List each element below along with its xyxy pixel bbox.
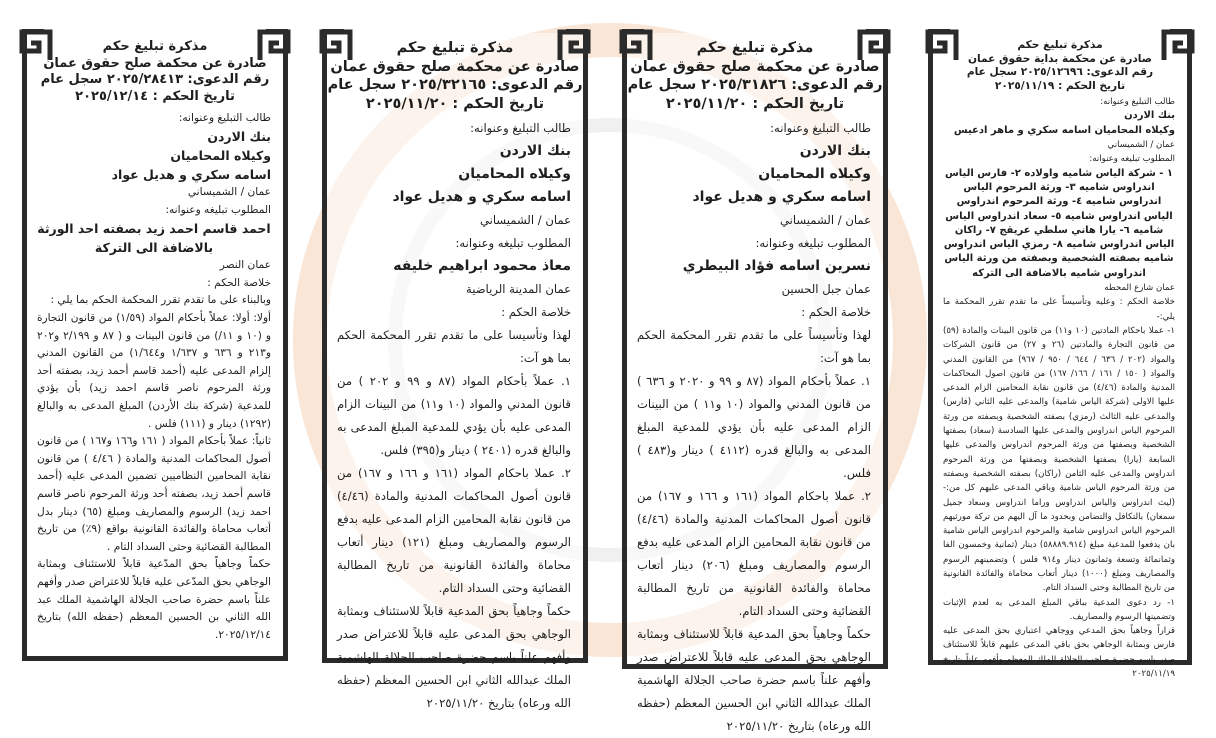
court-name: صادرة عن محكمة صلح حقوق عمان [330, 58, 580, 75]
lawyers-label: وكيلاه المحاميان [758, 166, 871, 183]
greek-key-corner-icon [925, 29, 959, 63]
respondent-name: نسرين اسامه فؤاد البيطري [682, 258, 871, 275]
case-number: رقم الدعوى: ٢٠٢٥/٣١٨٢٦ سجل عام [627, 77, 883, 94]
lawyers-label: وكيلاه المحاميان اسامه سكري و ماهر ادعيس [953, 124, 1175, 136]
notice-header [627, 39, 883, 113]
judgment-paragraph: ١- عملا باحكام المادتين (١٠ و١١) من قانون البينات والمادة (٥٩) من قانون التجارة والمادتين (٢٦ و ٢٧) من قانون الشركات والمواد (٢٠٢ / ٦٣٦ / ٦٤٤ / ٩٥٠ / ٩٦٧) من القانون المدني والمواد ( ١٥٠ / ١٦١ / ١٦٦/ ١٦٧) من قانون اصول المحاكمات المدنية والمادة (٤/٤٦) من قانون نقابة المحامين الزام المدعى عليها الاولى (شركة الياس شامية) والمدعى عليه الثاني (فارس) والمدعى عليه الثالث (رمزي) بصفته الشخصية وبصفته من ورثة المرحوم الياس اندراوس والمدعى عليها السادسة (سعاد) بصفتها الشخصية وبصفتها من ورثة المرحوم اندراوس والمدعى عليها السابعة (يارا) بصفتها الشخصية وبصفتها من ورثة المرحوم اندراوس والمدعى عليه الثامن (راكان) بصفته الشخصية وبصفته من ورثة المرحوم الياس شامية وباقي المدعى عليهم كل من:- (ليث اندراوس والياس اندراوس وراما اندراوس وسعاد جميل سمعان) بالتكافل والتضامن وبحدود ما آل اليهم من تركة مورثيهم المرحوم الياس اندراوس شامية والمرحوم اندراوس الياس شامية بان يدفعوا للمدعية مبلغ (٥٨٨٨٩.٩١٤) دينار (ثمانية وخمسون الفا وثمانمائة وتسعة وثمانون دينار و٩١٤ فلس ) وتضمينهم الرسوم والمصاريف ومبلغ (١٠٠٠) دينار أتعاب محاماة والفائدة القانونية من تاريخ المطالبة وحتى السداد التام. [943, 325, 1175, 594]
judgment-date: تاريخ الحكم : ٢٠٢٥/١٢/١٤ [75, 88, 235, 104]
respondent-name: احمد قاسم احمد زيد بصفته احد الورثة بالاضافة الى التركة [37, 221, 271, 256]
greek-key-corner-icon [319, 29, 353, 63]
notice-header [327, 39, 583, 113]
court-name: صادرة عن محكمة بداية حقوق عمان [968, 52, 1152, 65]
respondent-address: عمان جبل الحسين [781, 282, 871, 297]
judgment-verdict: حكماً وجاهياً بحق المدعية قابلاً للاستئناف وبمثابة الوجاهي بحق المدعى عليه قابلاً للاعتراض صدر وأفهم علناً باسم حضرة صاحب الجلالة الهاشمية الملك عبدالله الثاني ابن الحسين المعظم (حفظه الله ورعاه) بتاريخ ٢٠٢٥/١١/٢٠ [337, 604, 571, 711]
respondent-address: عمان شارع المحطه [1104, 283, 1175, 294]
court-name: صادرة عن محكمة صلح حقوق عمان [43, 55, 267, 71]
judgment-paragraph: ١- رد دعوى المدعية بباقي المبلغ المدعى به لعدم الإثبات وتضمينها الرسوم والمصاريف. [943, 597, 1175, 622]
lawyers-names: اسامه سكري و هديل عواد [392, 189, 571, 206]
judgment-paragraph: ١. عملاً بأحكام المواد (٨٧ و ٩٩ و ٢٠٢ ) من قانون المدني والمواد (١٠ و١١) من البينات الزام المدعى عليه بأن يؤدي للمدعية المبلغ المدعى به والبالغ قدره (٢٤٠١ ) دينار و(٣٩٥) فلس. [337, 374, 571, 458]
judgment-date: تاريخ الحكم : ٢٠٢٥/١١/١٩ [994, 79, 1126, 92]
notice-body [627, 113, 883, 738]
greek-key-corner-icon [257, 29, 291, 63]
judgment-verdict: حكماً وجاهياً بحق المدعية قابلاً للاستئناف وبمثابة الوجاهي بحق المدعى عليه قابلاً للاعتراض صدر وأفهم علناً باسم حضرة صاحب الجلالة الهاشمية الملك عبدالله الثاني ابن الحسين المعظم (حفظه الله ورعاه) بتاريخ ٢٠٢٥/١١/٢٠ [637, 627, 871, 734]
respondent-address: عمان المدينة الرياضية [466, 282, 571, 297]
greek-key-corner-icon [619, 29, 653, 63]
requester-label: طالب التبليغ وعنوانه: [770, 121, 871, 136]
lawyers-label: وكيلاه المحاميان [170, 148, 271, 164]
notice-title: مذكرة تبليغ حكم [396, 40, 514, 56]
lawyers-names: اسامه سكري و هديل عواد [692, 189, 871, 206]
notice-body [933, 93, 1187, 681]
court-notice [322, 33, 588, 711]
notice-title: مذكرة تبليغ حكم [696, 40, 814, 56]
requester-label: طالب التبليغ وعنوانه: [1100, 97, 1175, 108]
judgment-paragraph: ثانياً: عملاً بأحكام المواد ( ١٦١ و١٦٦ و١٦٧ ) من قانون أصول المحاكمات المدنية والمادة ( ٤/٤٦ ) من قانون نقابة المحامين النظاميين تضمين المدعى عليه (أحمد قاسم أحمد زيد، بصفته أحد ورثة المرحوم ناصر قاسم احمد زيد) الرسوم والمصاريف ومبلغ (٦٥) دينار بدل أتعاب محاماة والفائدة القانونية بواقع (٩٪) من تاريخ المطالبة القضائية وحتى السداد التام . [37, 435, 272, 553]
requester-label: طالب التبليغ وعنوانه: [178, 111, 271, 124]
notice-title: مذكرة تبليغ حكم [1017, 39, 1103, 51]
requester-name: بنك الاردن [499, 143, 571, 160]
greek-key-corner-icon [857, 29, 891, 63]
judgment-paragraph: ١. عملاً بأحكام المواد (٨٧ و ٩٩ و ٢٠٢٠ و ٦٣٦ ) من قانون المدني والمواد (١٠ و١١ ) من البينات الزام المدعى عليه بأن يؤدي للمدعية المبلغ المدعى به والبالغ قدره (٤١١٢ ) دينار و(٤٨٣ ) فلس. [637, 374, 872, 481]
judgment-date: تاريخ الحكم : ٢٠٢٥/١١/٢٠ [365, 95, 545, 112]
case-number: رقم الدعوى: ٢٠٢٥/٢٨٤١٣ سجل عام [40, 72, 270, 88]
respondent-name: ١ - شركة الياس شاميه واولاده ٢- فارس الياس اندراوس شاميه ٣- ورثة المرحوم الياس اندراوس شاميه ٤- ورثة المرحوم اندراوس الياس اندراوس شاميه ٥- سعاد اندراوس الياس شاميه ٦- يارا هاني سلطي عريقج ٧- راكان الياس اندراوس شاميه ٨- رمزي الياس اندراوس شاميه بصفته الشخصية وبصفته من ورثة الياس اندراوس شاميه بالاضافة الى التركه [943, 167, 1175, 279]
lawyers-label: وكيلاه المحاميان [458, 166, 571, 183]
judgment-date: تاريخ الحكم : ٢٠٢٥/١١/٢٠ [665, 95, 845, 112]
court-name: صادرة عن محكمة صلح حقوق عمان [630, 58, 880, 75]
judgment-verdict: حكماً وجاهياً بحق المدّعية قابلاً للاستئناف وبمثابة الوجاهي بحق المدّعى عليه قابلاً للاعتراض صدر وأفهم علناً باسم حضرة صاحب الجلالة الهاشمية الملك عبد الله الثاني بن الحسين المعظم (حفظه الله) بتاريخ ٢٠٢٥/١٢/١٤. [37, 558, 271, 641]
requester-address: عمان / الشميساني [779, 213, 871, 228]
judgment-intro: لهذا وتأسيسا على ما تقدم تقرر المحكمة الحكم بما هو آت: [337, 328, 571, 366]
case-number: رقم الدعوى: ٢٠٢٥/٣٢١٦٥ سجل عام [327, 77, 583, 94]
notice-header [27, 39, 283, 106]
notice-body [327, 113, 583, 715]
notice-body [27, 106, 283, 645]
requester-address: عمان / الشميساني [1107, 140, 1175, 151]
requester-address: عمان / الشميساني [479, 213, 571, 228]
respondent-label: المطلوب تبليغه وعنوانه: [1089, 154, 1175, 165]
court-notice [928, 33, 1192, 680]
requester-name: بنك الاردن [799, 143, 871, 160]
greek-key-corner-icon [19, 29, 53, 63]
judgment-paragraph: ٢. عملا باحكام المواد (١٦١ و ١٦٦ و ١٦٧) من قانون أصول المحاكمات المدنية والمادة (٤/٤٦) من قانون نقابة المحامين الزام المدعى عليه بدفع الرسوم والمصاريف ومبلغ (١٢١) دينار أتعاب محاماة والفائدة القانونية من تاريخ المطالبة القضائية وحتى السداد التام. [337, 466, 571, 596]
case-number: رقم الدعوى: ٢٠٢٥/١٢٦٩٦ سجل عام [966, 66, 1154, 79]
court-notice [622, 33, 888, 734]
requester-label: طالب التبليغ وعنوانه: [470, 121, 571, 136]
notice-header [933, 39, 1187, 93]
respondent-name: معاذ محمود ابراهيم خليفه [393, 258, 571, 275]
greek-key-corner-icon [557, 29, 591, 63]
judgment-paragraph: ٢. عملا باحكام المواد (١٦١ و ١٦٦ و ١٦٧) من قانون أصول المحاكمات المدنية والمادة (٤/٤٦) من قانون نقابة المحامين الزام المدعى عليه بدفع الرسوم والمصاريف ومبلغ (٢٠٦) دينار أتعاب محاماة والفائدة القانونية من تاريخ المطالبة القضائية وحتى السداد التام. [637, 489, 871, 619]
judgment-summary-label: خلاصة الحكم : [801, 305, 871, 320]
judgment-summary-label: خلاصة الحكم : وعليه وتأسيساً على ما تقدم تقرر المحكمة ما يلي:- [943, 297, 1175, 322]
greek-key-corner-icon [1161, 29, 1195, 63]
court-notice [22, 33, 288, 661]
notice-title: مذكرة تبليغ حكم [102, 39, 208, 54]
respondent-address: عمان النصر [219, 259, 271, 272]
judgment-paragraph: أولا: أولا: عملاً بأحكام المواد (١/٥٩) من قانون التجارة و (١٠ و ١١/) من قانون البينات و ( ٨٧ و ٢/١٩٩ و٢٠٢ و٢١٣ و ٦٣٦ و ١/٦٣٧ و١/٦٤٤) من القانون المدني إلزام المدعى عليه (أحمد قاسم أحمد زيد، بصفته أحد ورثة المرحوم ناصر قاسم احمد زيد) بأن يؤدي للمدعية (شركة بنك الأردن) المبلغ المدعى به والبالغ (١٢٩٢) دينار و (١١١) فلس . [37, 312, 271, 430]
judgment-intro: وبالبناء على ما تقدم تقرر المحكمة الحكم بما يلي : [50, 294, 271, 307]
judgment-intro: لهذا وتأسيساً على ما تقدم تقرر المحكمة الحكم بما هو آت: [637, 328, 871, 366]
respondent-label: المطلوب تبليغه وعنوانه: [455, 236, 571, 251]
respondent-label: المطلوب تبليغه وعنوانه: [755, 236, 871, 251]
requester-name: بنك الاردن [1124, 110, 1175, 122]
judgment-summary-label: خلاصة الحكم : [501, 305, 571, 320]
lawyers-names: اسامه سكري و هديل عواد [111, 167, 271, 183]
requester-address: عمان / الشميساني [187, 186, 271, 199]
judgment-verdict: قراراً وجاهياً بحق المدعي ووجاهي اعتباري بحق المدعى عليه فارس وبمثابة الوجاهي بحق باقي المدعى عليهم قابلاً للاستئناف صدر باسم حضرة صاحب الجلالة الملك المعظم وأفهم علناً بتاريخ ٢٠٢٥/١١/١٩ [943, 626, 1175, 680]
requester-name: بنك الاردن [207, 129, 271, 145]
respondent-label: المطلوب تبليغه وعنوانه: [165, 203, 271, 216]
judgment-summary-label: خلاصة الحكم : [207, 276, 271, 289]
